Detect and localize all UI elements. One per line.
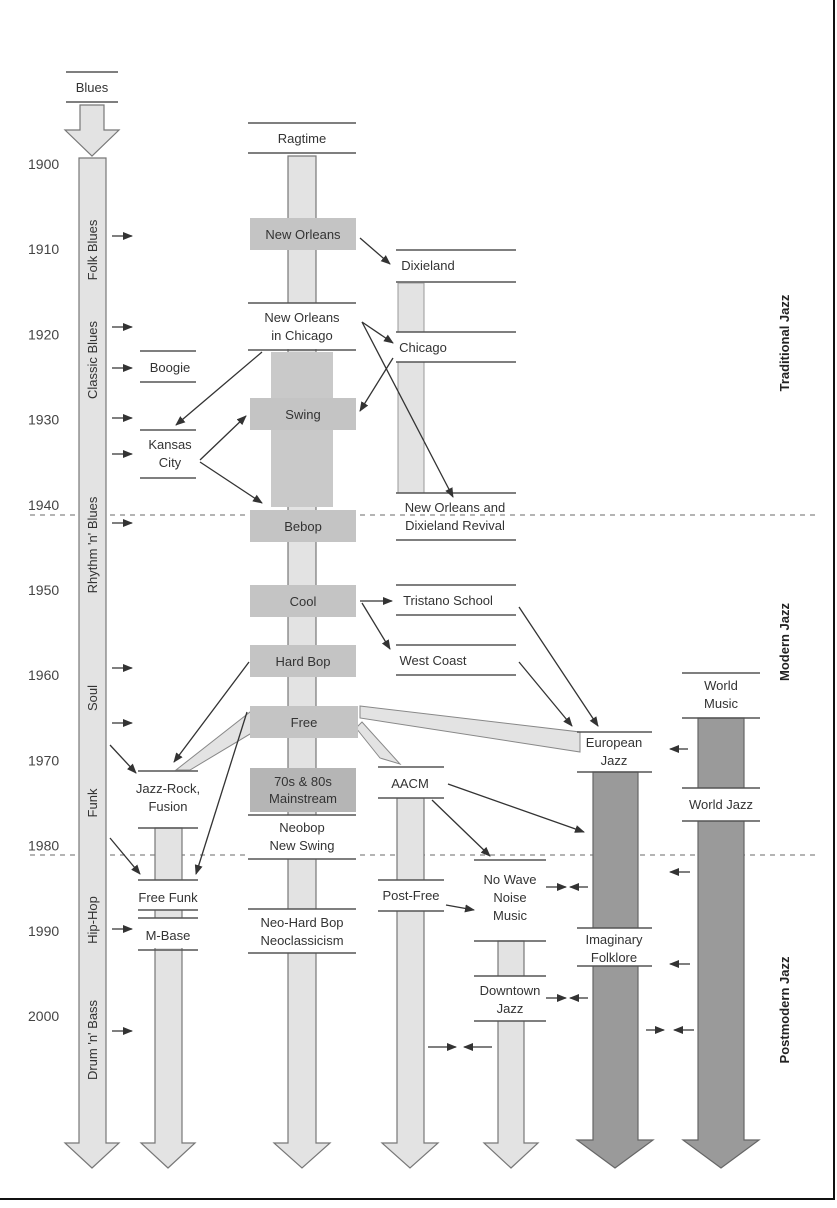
world-column xyxy=(682,673,760,1168)
aacm-timeline xyxy=(382,798,438,1168)
new-orleans-label: New Orleans xyxy=(265,227,341,242)
ragtime-label: Ragtime xyxy=(277,131,327,146)
blues-arrow xyxy=(65,105,119,156)
cool-label: Cool xyxy=(289,594,317,609)
blues-influence-arrows xyxy=(110,236,140,1031)
soul-label: Soul xyxy=(85,684,100,712)
free-label: Free xyxy=(290,715,318,730)
world-jazz-label: World Jazz xyxy=(688,797,754,812)
kansas-city-label-1: Kansas xyxy=(148,437,192,452)
aacm-label: AACM xyxy=(391,776,429,791)
imaginary-label-1: Imaginary xyxy=(585,932,643,947)
year-axis xyxy=(28,156,59,1024)
neobop-label-1: Neobop xyxy=(279,820,325,835)
kansas-city-label-2: City xyxy=(158,455,182,470)
neo-hard-bop-label-1: Neo-Hard Bop xyxy=(260,915,344,930)
mainstream-label-1: 70s & 80s xyxy=(274,774,332,789)
era-traditional: Traditional Jazz xyxy=(777,294,792,392)
downtown-timeline xyxy=(484,941,538,1168)
jazz-rock-label-2: Fusion xyxy=(148,799,188,814)
free-funk-label: Free Funk xyxy=(138,890,198,905)
classic-blues-label: Classic Blues xyxy=(85,320,100,400)
no-wave-label-2: Noise xyxy=(493,890,527,905)
tristano-label: Tristano School xyxy=(403,593,493,608)
free-fan-aacm xyxy=(356,722,400,764)
european-timeline xyxy=(577,772,653,1168)
year-label-1910: 1910 xyxy=(28,241,60,258)
european-column xyxy=(577,732,653,1168)
blues-label: Blues xyxy=(75,80,109,95)
fusion-timeline xyxy=(141,828,195,1168)
year-label-1950: 1950 xyxy=(28,582,60,598)
downtown-label-1: Downtown xyxy=(479,983,541,998)
no-wave-column xyxy=(474,860,546,1168)
european-label-1: European xyxy=(585,735,643,750)
neobop-label-2: New Swing xyxy=(269,838,335,853)
bebop-label: Bebop xyxy=(284,519,322,534)
rnb-label: Rhythm 'n' Blues xyxy=(85,496,100,594)
era-postmodern: Postmodern Jazz xyxy=(777,956,792,1064)
chicago-label: Chicago xyxy=(399,340,447,355)
neo-hard-bop-label-2: Neoclassicism xyxy=(260,933,344,948)
jazz-rock-label-1: Jazz-Rock, xyxy=(135,781,201,796)
no-wave-label-3: Music xyxy=(493,908,527,923)
free-fan-left xyxy=(176,712,260,770)
dnb-label: Drum 'n' Bass xyxy=(85,999,100,1081)
year-label-1940: 1940 xyxy=(28,496,60,513)
blues-column xyxy=(65,72,119,1168)
revival-label-1: New Orleans and xyxy=(404,500,506,515)
year-label-1960: 1960 xyxy=(28,667,60,684)
folk-blues-label: Folk Blues xyxy=(85,219,100,281)
year-label-1930: 1930 xyxy=(28,411,60,428)
new-orleans-chicago-label-1: New Orleans xyxy=(264,310,340,325)
year-label-2000: 2000 xyxy=(28,1008,60,1024)
world-timeline xyxy=(683,718,759,1168)
boogie-label: Boogie xyxy=(149,360,191,375)
world-music-label-2: Music xyxy=(704,696,738,711)
year-label-1990: 1990 xyxy=(28,922,60,939)
dixieland-bar xyxy=(398,283,424,493)
year-label-1920: 1920 xyxy=(28,326,60,343)
year-label-1900: 1900 xyxy=(28,156,60,172)
swing-label: Swing xyxy=(285,407,321,422)
mainstream-label-2: Mainstream xyxy=(269,791,337,806)
year-label-1980: 1980 xyxy=(28,837,60,854)
hard-bop-label: Hard Bop xyxy=(275,654,331,669)
era-modern: Modern Jazz xyxy=(777,602,792,682)
m-base-label: M-Base xyxy=(145,928,191,943)
world-music-label-1: World xyxy=(704,678,738,693)
european-label-2: Jazz xyxy=(600,753,628,768)
revival-label-2: Dixieland Revival xyxy=(405,518,505,533)
year-label-1970: 1970 xyxy=(28,752,60,769)
free-fan-right xyxy=(360,706,580,752)
aacm-column xyxy=(378,767,444,1168)
post-free-label: Post-Free xyxy=(382,888,440,903)
hiphop-label: Hip-Hop xyxy=(85,896,100,944)
new-orleans-chicago-label-2: in Chicago xyxy=(271,328,333,343)
downtown-label-2: Jazz xyxy=(496,1001,524,1016)
funk-label: Funk xyxy=(85,788,100,818)
no-wave-label-1: No Wave xyxy=(483,872,537,887)
dixieland-column xyxy=(390,250,520,675)
imaginary-label-2: Folklore xyxy=(590,950,638,965)
west-coast-label: West Coast xyxy=(399,653,467,668)
dixieland-label: Dixieland xyxy=(401,258,455,273)
